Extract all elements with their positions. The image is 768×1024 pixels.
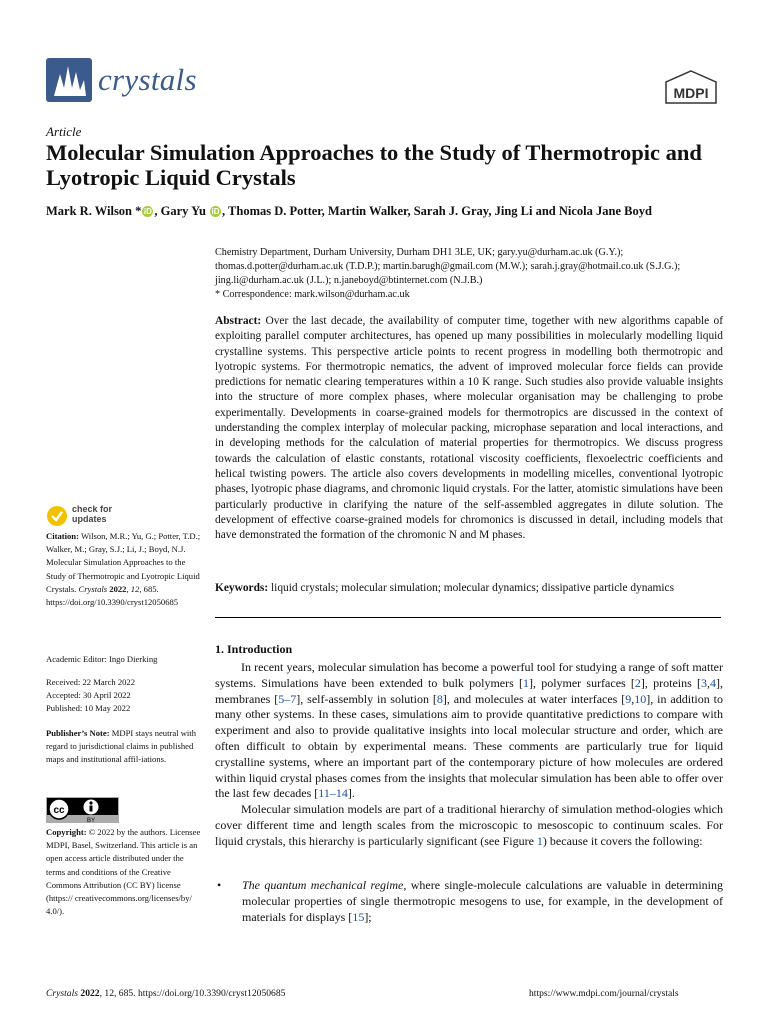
- abstract-label: Abstract:: [215, 315, 262, 327]
- date-received: Received: 22 March 2022: [46, 677, 136, 687]
- abstract: [215, 314, 723, 543]
- cc-label: BY: [86, 818, 96, 823]
- section-divider: [215, 617, 721, 618]
- date-accepted: Accepted: 30 April 2022: [46, 690, 131, 701]
- article-type: Article: [46, 124, 82, 139]
- affiliation-line: Chemistry Department, Durham University, Durham DH1 3LE, UK; gary.yu@durham.ac.uk (G.Y.);: [215, 247, 624, 258]
- date-published: Published: 10 May 2022: [46, 703, 131, 714]
- list-item: • The quantum mechanical regime, where single-molecule calculations are valuable in determining molecular properties of single thermotropic mesogens to use, for example, in the development of materials for displays [15];: [217, 878, 723, 924]
- publisher-note: Publisher’s Note: MDPI stays neutral with regard to jurisdictional claims in published maps and institutional affil-iations.: [46, 728, 196, 765]
- publisher-name: MDPI: [673, 85, 709, 101]
- citation-link[interactable]: 15: [352, 909, 365, 924]
- copyright-block: Copyright: © 2022 by the authors. Licensee MDPI, Basel, Switzerland. This article is an open access article distributed under the terms and conditions of the Creative Commons Attribution (CC BY) license (https:// creativecommons.org/licenses/by/ 4.0/).: [46, 827, 201, 917]
- author-2: , Gary Yu: [154, 204, 210, 218]
- orcid-icon[interactable]: iD: [143, 207, 152, 216]
- keywords-label: Keywords:: [215, 582, 269, 594]
- author-1: Mark R. Wilson *: [46, 204, 142, 218]
- svg-text:cc: cc: [53, 805, 65, 816]
- check-for-updates-icon[interactable]: [46, 505, 68, 527]
- introduction-body: [215, 660, 723, 850]
- affiliation-line: jing.li@durham.ac.uk (J.L.); n.janeboyd@btinternet.com (N.J.B.): [215, 275, 483, 286]
- citation-link[interactable]: 5–7: [278, 691, 297, 706]
- figure-link[interactable]: 1: [536, 833, 543, 848]
- journal-name[interactable]: crystals: [98, 62, 197, 97]
- keywords: [215, 582, 723, 594]
- section-heading: 1. Introduction: [215, 642, 293, 656]
- citation-link[interactable]: 2: [634, 675, 641, 690]
- crystals-logo-icon: [46, 58, 92, 102]
- check-for-updates-label[interactable]: check for updates: [72, 504, 113, 524]
- citation-link[interactable]: 11–14: [318, 786, 348, 801]
- affiliation-line: thomas.d.potter@durham.ac.uk (T.D.P.); martin.barugh@gmail.com (M.W.); sarah.j.gray@hotmail.co.uk (S.J.G.);: [215, 261, 681, 272]
- footer-journal-url[interactable]: https://www.mdpi.com/journal/crystals: [529, 988, 679, 999]
- paragraph: In recent years, molecular simulation has become a powerful tool for studying a range of soft matter systems. Simulations have been extended to bulk polymers [1], polymer surfaces [2], proteins [3,4], membranes [5–7], self-assembly in solution [8], and molecules at water interfaces [9,10], in addition to many other systems. In these cases, simulations aim to provide quantitative predictions to compare with experiment and also to provide qualitative insights into local molecular structure and order, which are often difficult to obtain by experimental means. These comments are particularly true for liquid crystalline systems, where an important part of the contemporary picture of how molecules are ordered within liquid crystal phases comes from the insights that molecular simulation has been able to offer over the last few decades [11–14].: [215, 660, 723, 801]
- paragraph: Molecular simulation models are part of a traditional hierarchy of simulation method-ologies which cover different time and length scales from the microscopic to mesoscopic to continuum scales. For liquid crystals, this hierarchy is particularly significant (see Figure 1) because it covers the following:: [215, 802, 723, 848]
- footer-citation: Crystals 2022, 12, 685. https://doi.org/10.3390/cryst12050685: [46, 988, 286, 999]
- paper-title: Molecular Simulation Approaches to the Study of Thermotropic and Lyotropic Liquid Crystals: [46, 140, 702, 190]
- citation-link[interactable]: 10: [634, 691, 647, 706]
- citation-link[interactable]: 1: [522, 675, 529, 690]
- keywords-text: liquid crystals; molecular simulation; molecular dynamics; dissipative particle dynamics: [268, 582, 675, 594]
- mdpi-logo-icon[interactable]: [664, 70, 718, 104]
- dates-block: [46, 676, 204, 716]
- academic-editor: Academic Editor: Ingo Dierking: [46, 654, 158, 664]
- bullet-dot: •: [217, 878, 222, 892]
- citation-block: Citation: Wilson, M.R.; Yu, G.; Potter, T.D.; Walker, M.; Gray, S.J.; Li, J.; Boyd, N.J. Molecular Simulation Approaches to the Study of Thermotropic and Lyotropic Liquid Crystals. Crystals 2022, 12, 685. https://doi.org/10.3390/cryst12050685: [46, 531, 201, 608]
- author-rest: , Thomas D. Potter, Martin Walker, Sarah J. Gray, Jing Li and Nicola Jane Boyd: [222, 204, 652, 218]
- cc-by-license-icon[interactable]: [46, 797, 119, 823]
- author-list: [46, 204, 736, 219]
- affiliation: [215, 246, 725, 302]
- citation-link[interactable]: 4: [710, 675, 716, 690]
- citation-link[interactable]: 9: [625, 691, 632, 706]
- citation-link[interactable]: 3: [701, 675, 707, 690]
- orcid-icon[interactable]: iD: [211, 207, 220, 216]
- correspondence: * Correspondence: mark.wilson@durham.ac.uk: [215, 289, 410, 300]
- citation-link[interactable]: 8: [436, 691, 443, 706]
- abstract-text: Over the last decade, the availability of computer time, together with new algorithms capable of exploiting parallel computer architectures, has opened up many possibilities in molecularly modelling liquid crystalline systems. This perspective article points to recent progress in modelling both thermotropic and lyotropic systems. For thermotropic nematics, the advent of improved molecular force fields can provide predictions for nematic clearing temperatures within a 10 K range. Such studies also provide valuable insights into the structure of more complex phases, where molecular organisation may be challenging to probe experimentally. Developments in coarse-grained models for thermotropics are discussed in the context of understanding the complex interplay of molecular packing, microphase separation and local interactions, and in developing methods for the calculation of material properties for thermotropics. We discuss progress towards the calculation of elastic constants, rotational viscosity coefficients, flexoelectric coefficients and helical twisting powers. The article also covers developments in modelling micelles, conventional lyotropic phases, lyotropic phase diagrams, and chromonic liquid crystals. For the latter, atomistic simulations have been particularly productive in clarifying the nature of the self-assembled aggregates in dilute solution. The development of effective coarse-grained models for chromonics is discussed in detail, including models that have demonstrated the formation of the chromonic N and M phases.: [215, 315, 723, 542]
